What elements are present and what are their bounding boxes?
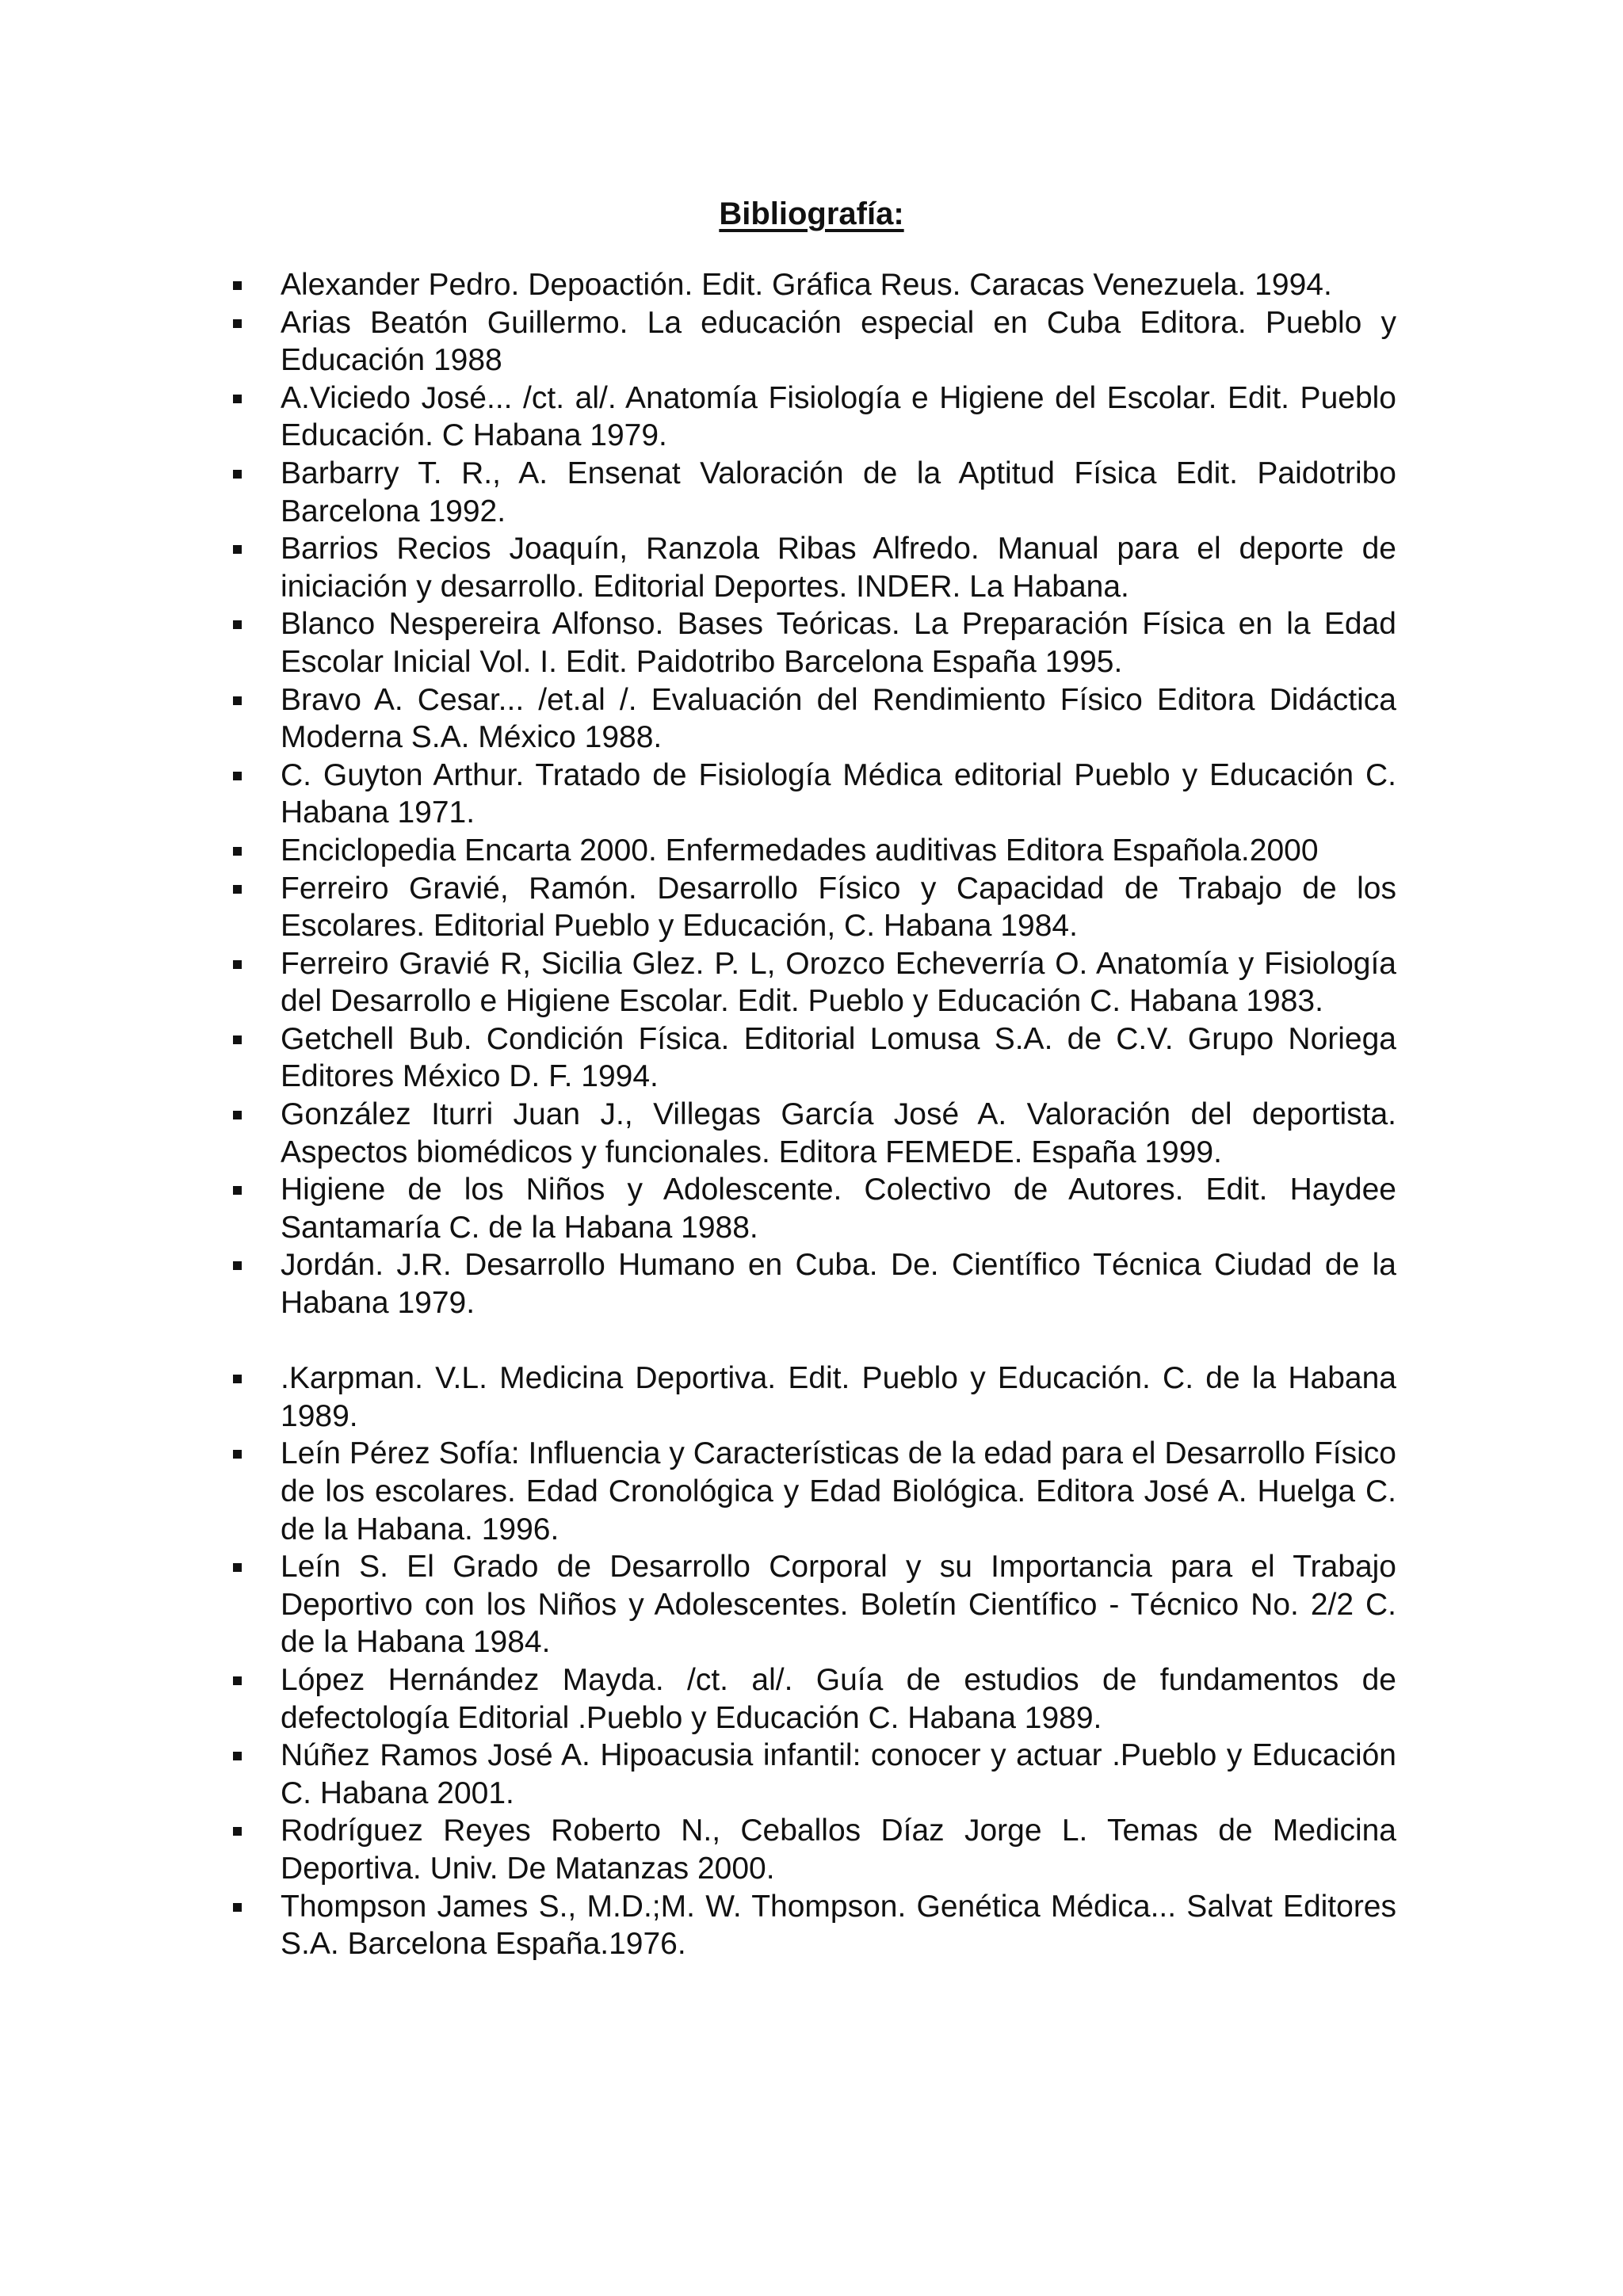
square-bullet-icon xyxy=(233,696,242,705)
bibliography-entry-text: Higiene de los Niños y Adolescente. Colectivo de Autores. Edit. Haydee Santamaría C. de la Habana 1988. xyxy=(281,1173,1396,1245)
square-bullet-icon xyxy=(233,772,242,780)
square-bullet-icon xyxy=(233,1752,242,1760)
page-title: Bibliografía: xyxy=(719,196,904,231)
square-bullet-icon xyxy=(233,847,242,856)
bibliography-entry xyxy=(230,379,1396,455)
square-bullet-icon xyxy=(233,1563,242,1572)
bibliography-entry xyxy=(230,1020,1396,1096)
square-bullet-icon xyxy=(233,1035,242,1044)
bibliography-entry-text: Núñez Ramos José A. Hipoacusia infantil: conocer y actuar .Pueblo y Educación C. Habana 2001. xyxy=(281,1738,1396,1810)
square-bullet-icon xyxy=(233,545,242,554)
square-bullet-icon xyxy=(233,1111,242,1119)
bibliography-entry-text: Arias Beatón Guillermo. La educación especial en Cuba Editora. Pueblo y Educación 1988 xyxy=(281,305,1396,378)
bibliography-entry-text: Getchell Bub. Condición Física. Editorial Lomusa S.A. de C.V. Grupo Noriega Editores México D. F. 1994. xyxy=(281,1021,1396,1094)
bibliography-entry xyxy=(230,1812,1396,1887)
bibliography-entry-text: Bravo A. Cesar... /et.al /. Evaluación del Rendimiento Físico Editora Didáctica Moderna S.A. México 1988. xyxy=(281,682,1396,755)
bibliography-entry-text: Barrios Recios Joaquín, Ranzola Ribas Alfredo. Manual para el deporte de iniciación y desarrollo. Editorial Deportes. INDER. La Habana. xyxy=(281,532,1396,604)
bibliography-entry-text: Leín S. El Grado de Desarrollo Corporal y su Importancia para el Trabajo Deportivo con los Niños y Adolescentes. Boletín Científico - Técnico No. 2/2 C. de la Habana 1984. xyxy=(281,1550,1396,1660)
square-bullet-icon xyxy=(233,1676,242,1685)
bibliography-entry-text: .Karpman. V.L. Medicina Deportiva. Edit. Pueblo y Educación. C. de la Habana 1989. xyxy=(281,1361,1396,1433)
bibliography-entry-text: Thompson James S., M.D.;M. W. Thompson. Genética Médica... Salvat Editores S.A. Barcelona España.1976. xyxy=(281,1889,1396,1962)
bibliography-entry xyxy=(230,266,1396,304)
bibliography-entry-text: López Hernández Mayda. /ct. al/. Guía de estudios de fundamentos de defectología Editorial .Pueblo y Educación C. Habana 1989. xyxy=(281,1662,1396,1735)
bibliography-entry xyxy=(230,1737,1396,1812)
square-bullet-icon xyxy=(233,1261,242,1270)
bibliography-entry xyxy=(230,832,1396,870)
bibliography-entry xyxy=(230,530,1396,605)
square-bullet-icon xyxy=(233,960,242,969)
bibliography-entry-text: Ferreiro Gravié, Ramón. Desarrollo Físico y Capacidad de Trabajo de los Escolares. Editorial Pueblo y Educación, C. Habana 1984. xyxy=(281,871,1396,944)
bibliography-entry-text: Blanco Nespereira Alfonso. Bases Teóricas. La Preparación Física en la Edad Escolar Inicial Vol. I. Edit. Paidotribo Barcelona España 1995. xyxy=(281,607,1396,679)
square-bullet-icon xyxy=(233,620,242,629)
bibliography-entry-text: Alexander Pedro. Depoactión. Edit. Gráfica Reus. Caracas Venezuela. 1994. xyxy=(281,268,1332,302)
bibliography-entry xyxy=(230,304,1396,379)
bibliography-entry xyxy=(230,1096,1396,1171)
bibliography-entry-text: Jordán. J.R. Desarrollo Humano en Cuba. De. Científico Técnica Ciudad de la Habana 1979. xyxy=(281,1248,1396,1321)
square-bullet-icon xyxy=(233,1903,242,1912)
bibliography-entry xyxy=(230,945,1396,1020)
bibliography-entry-text: Barbarry T. R., A. Ensenat Valoración de la Aptitud Física Edit. Paidotribo Barcelona 1992. xyxy=(281,456,1396,528)
bibliography-entry-text: C. Guyton Arthur. Tratado de Fisiología Médica editorial Pueblo y Educación C. Habana 1971. xyxy=(281,757,1396,830)
square-bullet-icon xyxy=(233,1450,242,1459)
bibliography-entry-text: González Iturri Juan J., Villegas García José A. Valoración del deportista. Aspectos biomédicos y funcionales. Editora FEMEDE. España 1999. xyxy=(281,1097,1396,1169)
square-bullet-icon xyxy=(233,1827,242,1836)
bibliography-entry xyxy=(230,1360,1396,1435)
bibliography-entry xyxy=(230,455,1396,530)
square-bullet-icon xyxy=(233,885,242,894)
bibliography-entry xyxy=(230,870,1396,945)
bibliography-entry xyxy=(230,1435,1396,1548)
bibliography-entry xyxy=(230,1661,1396,1737)
bibliography-entry-text: Enciclopedia Encarta 2000. Enfermedades auditivas Editora Española.2000 xyxy=(281,833,1319,868)
bibliography-entry xyxy=(230,1171,1396,1246)
square-bullet-icon xyxy=(233,281,242,290)
bibliography-entry-text: Ferreiro Gravié R, Sicilia Glez. P. L, Orozco Echeverría O. Anatomía y Fisiología del Desarrollo e Higiene Escolar. Edit. Pueblo y Educación C. Habana 1983. xyxy=(281,946,1396,1019)
square-bullet-icon xyxy=(233,319,242,328)
bibliography-entry xyxy=(230,757,1396,832)
bibliography-entry xyxy=(230,1888,1396,1963)
bibliography-entry-text: Leín Pérez Sofía: Influencia y Características de la edad para el Desarrollo Físico de los escolares. Edad Cronológica y Edad Biológica. Editora José A. Huelga C. de la Habana. 1996. xyxy=(281,1436,1396,1547)
bibliography-entry xyxy=(230,681,1396,757)
square-bullet-icon xyxy=(233,1375,242,1383)
bibliography-entry-text: A.Viciedo José... /ct. al/. Anatomía Fisiología e Higiene del Escolar. Edit. Pueblo Educación. C Habana 1979. xyxy=(281,380,1396,453)
bibliography-entry xyxy=(230,1246,1396,1322)
square-bullet-icon xyxy=(233,470,242,479)
bibliography-entry-text: Rodríguez Reyes Roberto N., Ceballos Díaz Jorge L. Temas de Medicina Deportiva. Univ. De Matanzas 2000. xyxy=(281,1814,1396,1886)
bibliography-entry xyxy=(230,1548,1396,1661)
square-bullet-icon xyxy=(233,1186,242,1195)
bibliography-entry xyxy=(230,605,1396,681)
square-bullet-icon xyxy=(233,395,242,403)
bibliography-list xyxy=(230,266,1396,1963)
